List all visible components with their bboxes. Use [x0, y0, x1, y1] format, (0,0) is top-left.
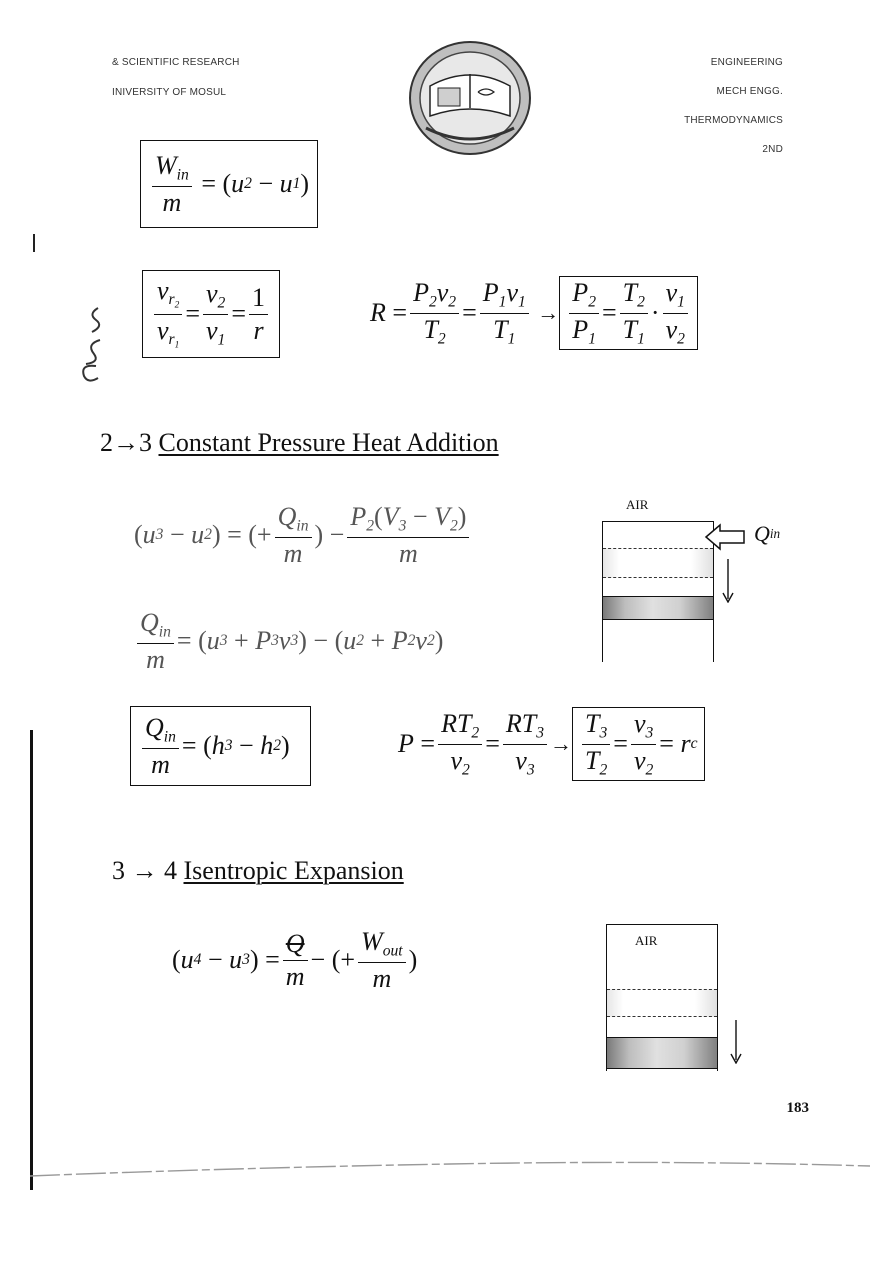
- header-right-line-1: ENGINEERING: [710, 57, 783, 68]
- header-left-line-1: & SCIENTIFIC RESEARCH: [112, 57, 240, 68]
- section-2-3-title: Constant Pressure Heat Addition: [158, 428, 499, 457]
- piston-initial-position-2: [607, 989, 717, 1017]
- equation-energy-balance-3-4: ( u 4 − u 3 ) = $\frac{Q}{m}$ − (+ $\frac{W_{out}}{m}$ ): [172, 926, 418, 993]
- binding-edge: [30, 730, 33, 1190]
- university-seal: [408, 40, 532, 156]
- heat-in-symbol: Q: [754, 521, 770, 546]
- piston-diagram-expansion: [604, 924, 754, 1074]
- heat-input-arrow-icon: [704, 523, 760, 551]
- equation-heat-in-result: $\frac{Q_{in}}{m}$ = ( h 3 − h 2 ): [130, 706, 311, 786]
- cylinder: [602, 521, 714, 662]
- header-right-line-3: THERMODYNAMICS: [684, 115, 783, 126]
- equation-volume-ratio: $\frac{v_{r_2}}{v_{r_1}}$ = $\frac{v_2}{v_1}$ = $\frac{1}{r}$: [142, 270, 280, 358]
- section-heading-3-4: [112, 856, 404, 886]
- handwritten-text: [70, 300, 72, 301]
- piston-diagram-heat-addition: [600, 495, 800, 665]
- header-right-line-2: MECH ENGG.: [716, 86, 783, 97]
- equation-cutoff-ratio: P = $\frac{RT_2}{v_2}$ = $\frac{RT_3}{v_3}$ → $\frac{T_3}{T_2}$ = $\frac{v_3}{v_2}$ = r c: [398, 704, 705, 784]
- section-3-4-number: 3 → 4: [112, 856, 177, 885]
- equation-work-in: $\frac{W_{in}}{m}$ = ( u 2 − u 1 ): [140, 140, 318, 228]
- handwritten-note: [70, 300, 110, 390]
- equation-energy-balance-2-3: ( u 3 − u 2 ) = (+ $\frac{Q_{in}}{m}$ ) − $\frac{P_2(V_3 - V_2)}{m}$: [134, 498, 472, 572]
- heat-in-subscript: in: [769, 526, 781, 541]
- header-left: [112, 48, 240, 108]
- equation-gas-constant: R = $\frac{P_2v_2}{T_2}$ = $\frac{P_1v_1}{T_1}$ → $\frac{P_2}{P_1}$ = $\frac{T_2}{T_1}$ · $\frac{v_1}{v_2}$: [370, 272, 698, 354]
- piston-final-position-2: [607, 1037, 717, 1069]
- heat-in-label: [754, 521, 780, 547]
- header-right-line-4: 2ND: [762, 144, 783, 155]
- seal-emblem-icon: [408, 40, 532, 156]
- down-arrow-icon-2: [730, 1020, 742, 1064]
- margin-mark: [33, 234, 35, 252]
- equation-heat-in-enthalpy: $\frac{Q_{in}}{m}$ = ( u 3 + P 3 v 3 ) − ( u 2 + P 2 v 2 ): [134, 604, 443, 678]
- air-label-2: AIR: [635, 933, 658, 948]
- piston-final-position: [603, 596, 713, 620]
- header-left-line-2: INIVERSITY OF MOSUL: [112, 87, 227, 98]
- down-arrow-icon: [722, 559, 734, 603]
- section-3-4-title: Isentropic Expansion: [183, 856, 404, 885]
- air-label: AIR: [626, 497, 649, 512]
- cylinder-2: [606, 924, 718, 1071]
- page-number: 183: [786, 1100, 809, 1116]
- handwritten-note-icon: [70, 300, 110, 390]
- page-edge-line: [30, 1152, 870, 1182]
- header-right: [684, 48, 783, 164]
- section-heading-2-3: [100, 428, 499, 458]
- piston-initial-position: [603, 548, 713, 578]
- section-2-3-number: 2→3: [100, 428, 152, 457]
